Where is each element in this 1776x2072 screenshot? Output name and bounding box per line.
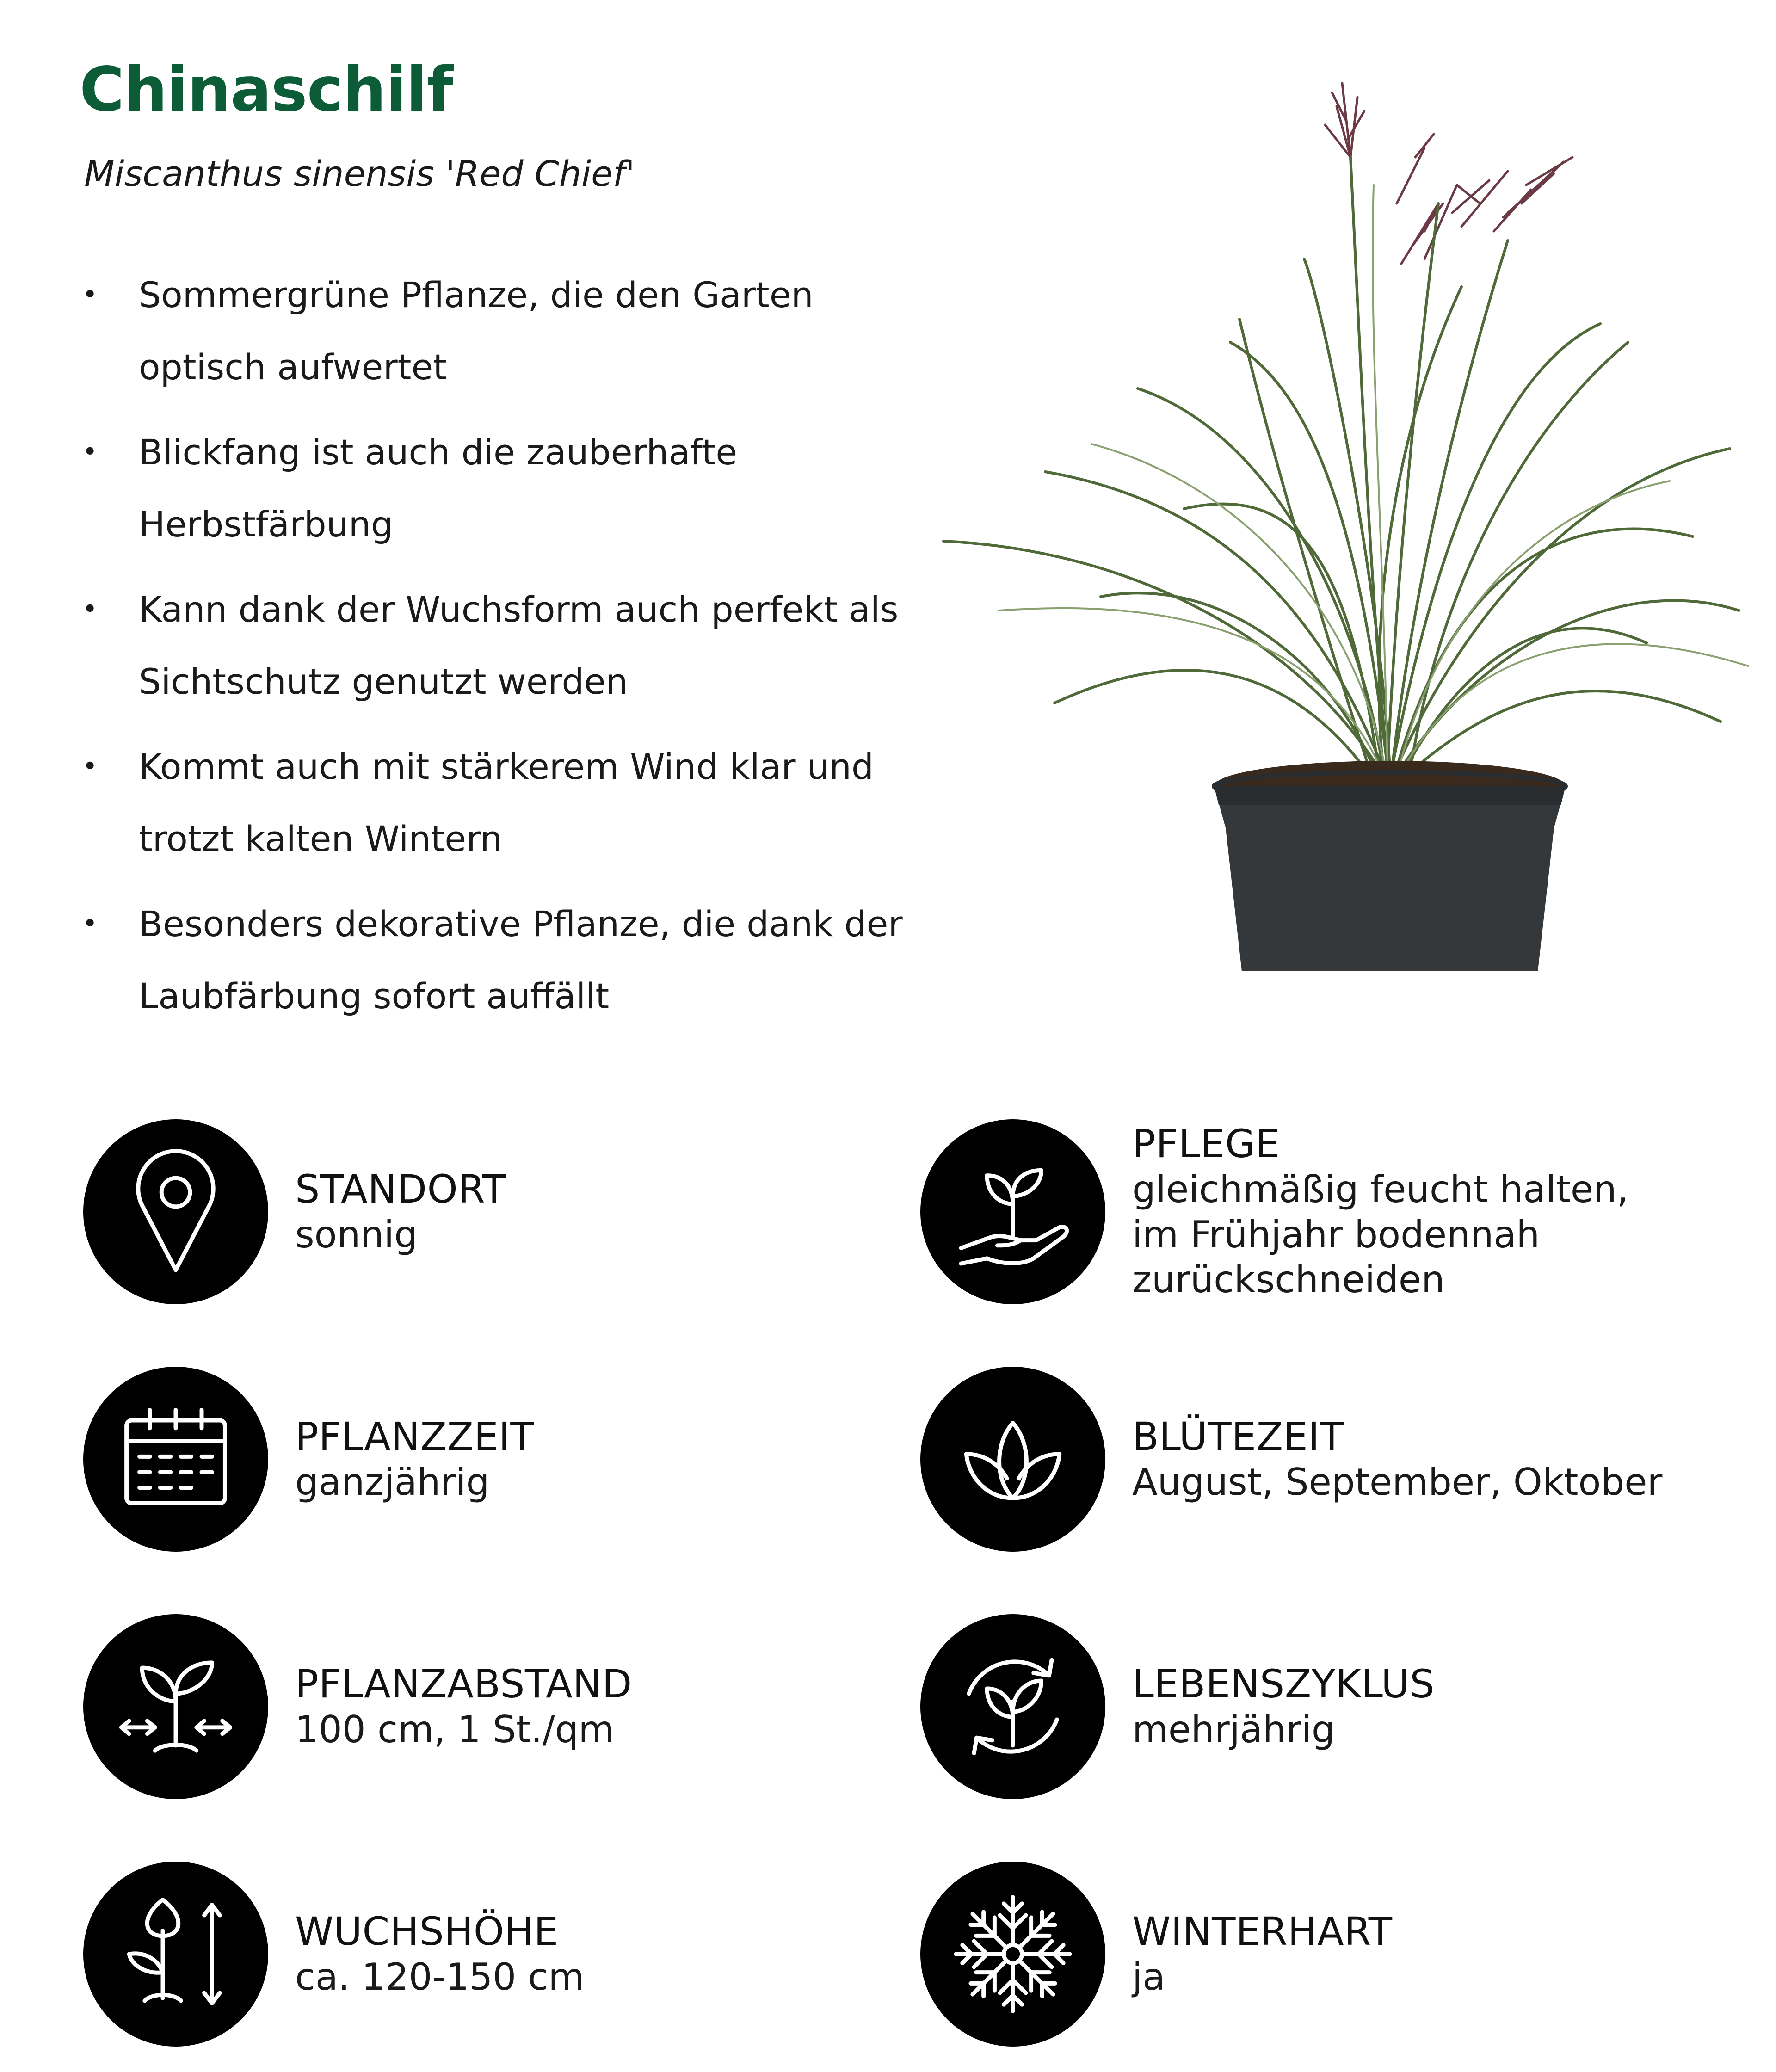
feature-lebenszyklus	[920, 1614, 1707, 1799]
bullet-dot: •	[82, 437, 98, 467]
location-pin-icon	[111, 1147, 240, 1276]
bullet-text: Kommt auch mit stärkerem Wind klar und trotzt kalten Wintern	[139, 746, 874, 859]
feature-value: 100 cm, 1 St./qm	[295, 1708, 615, 1751]
feature-pflanzabstand	[83, 1614, 870, 1799]
bullet-dot: •	[82, 594, 98, 624]
feature-value: August, September, Oktober	[1132, 1460, 1663, 1504]
bullet-text: Kann dank der Wuchsform auch perfekt als Sichtschutz genutzt werden	[139, 589, 899, 702]
feature-value: sonnig	[295, 1213, 418, 1256]
feature-value: gleichmäßig feucht halten, im Frühjahr bodennah zurückschneiden	[1132, 1168, 1629, 1301]
feature-label: STANDORT	[295, 1166, 506, 1212]
calendar-icon	[111, 1394, 240, 1524]
icon-circle	[920, 1119, 1105, 1304]
feature-pflanzzeit	[83, 1367, 870, 1552]
plant-cycle-icon	[948, 1642, 1078, 1771]
feature-label: PFLEGE	[1132, 1121, 1281, 1167]
page-title: Chinaschilf	[80, 54, 453, 125]
feature-value: ganzjährig	[295, 1460, 490, 1504]
snowflake-icon	[948, 1889, 1078, 2019]
feature-wuchshoehe	[83, 1862, 870, 2047]
grass-blades	[944, 157, 1739, 768]
feature-label: PFLANZZEIT	[295, 1413, 535, 1459]
lotus-flower-icon	[948, 1394, 1078, 1524]
feature-value: mehrjährig	[1132, 1708, 1335, 1751]
bullet-text: Besonders dekorative Pflanze, die dank der Laubfärbung sofort auffällt	[139, 903, 903, 1017]
icon-circle	[83, 1367, 268, 1552]
flower-plumes	[1325, 83, 1572, 264]
bullet-text: Blickfang ist auch die zauberhafte Herbstfärbung	[139, 432, 738, 545]
feature-bluetezeit	[920, 1367, 1707, 1552]
feature-label: WUCHSHÖHE	[295, 1908, 559, 1954]
list-item	[79, 259, 920, 403]
icon-circle	[83, 1862, 268, 2047]
feature-label: PFLANZABSTAND	[295, 1661, 632, 1707]
feature-label: BLÜTEZEIT	[1132, 1413, 1344, 1459]
icon-circle	[83, 1119, 268, 1304]
botanical-name: Miscanthus sinensis 'Red Chief'	[84, 153, 635, 194]
feature-value: ja	[1132, 1955, 1166, 1998]
icon-circle	[83, 1614, 268, 1799]
bullet-dot: •	[82, 280, 98, 310]
feature-standort	[83, 1119, 870, 1304]
list-item	[79, 731, 920, 875]
plant-height-icon	[111, 1889, 240, 2019]
feature-pflege	[920, 1119, 1707, 1304]
plant-spacing-icon	[111, 1642, 240, 1771]
feature-winterhart	[920, 1862, 1707, 2047]
icon-circle	[920, 1367, 1105, 1552]
plant-pot	[1214, 786, 1566, 971]
list-item	[79, 574, 920, 718]
hand-with-seedling-icon	[948, 1147, 1078, 1276]
bullet-text: Sommergrüne Pflanze, die den Garten optisch aufwertet	[139, 274, 814, 388]
bullet-dot: •	[82, 909, 98, 939]
list-item	[79, 416, 920, 561]
bullet-dot: •	[82, 752, 98, 782]
list-item	[79, 888, 920, 1032]
plant-product-image	[906, 65, 1753, 980]
feature-label: LEBENSZYKLUS	[1132, 1661, 1435, 1707]
feature-bullet-list	[79, 259, 920, 1045]
icon-circle	[920, 1614, 1105, 1799]
icon-circle	[920, 1862, 1105, 2047]
feature-value: ca. 120-150 cm	[295, 1955, 585, 1998]
feature-label: WINTERHART	[1132, 1908, 1393, 1954]
